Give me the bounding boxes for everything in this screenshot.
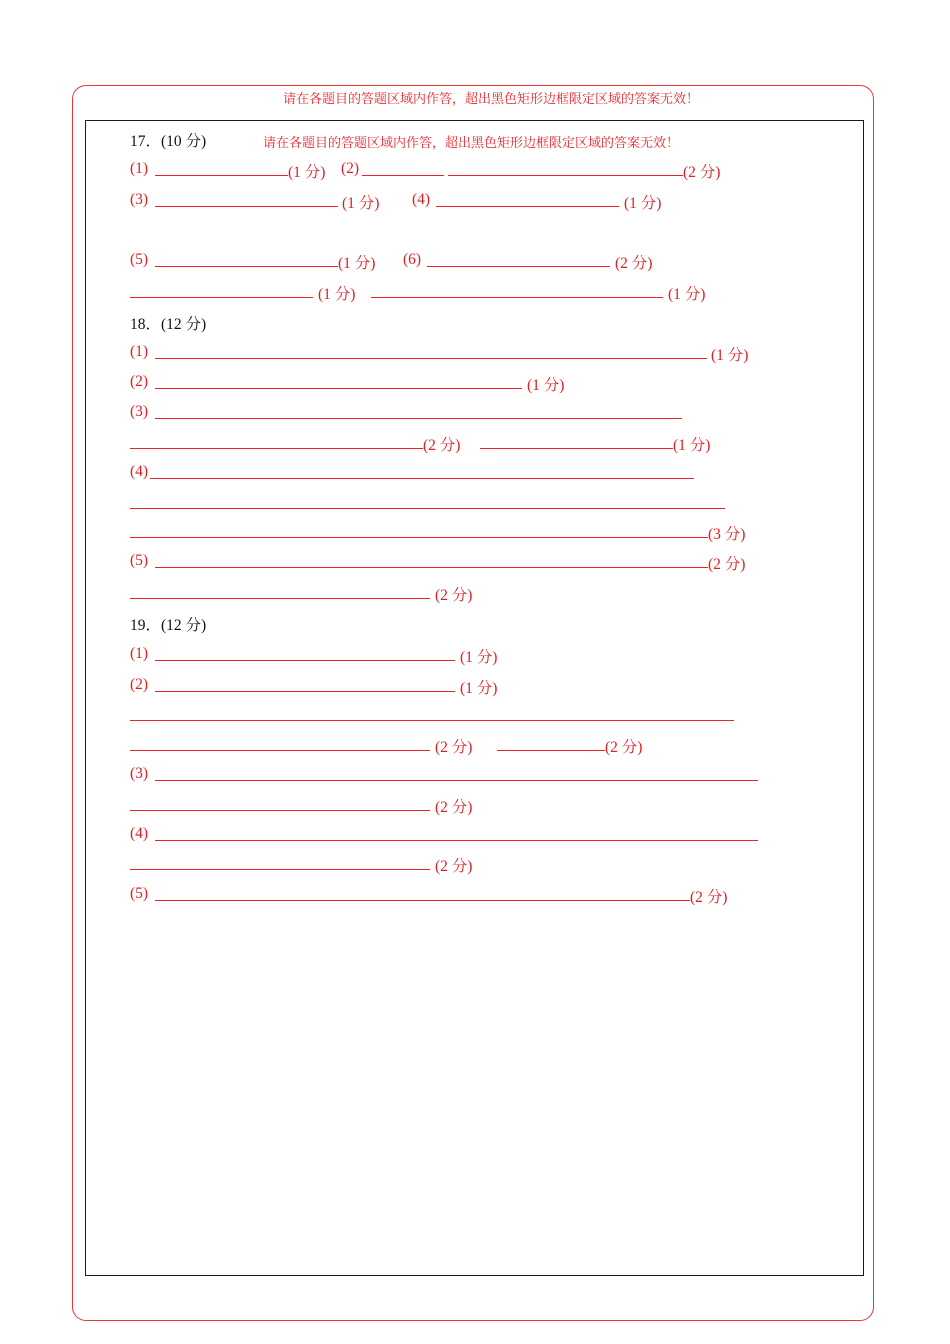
- answer-blank[interactable]: [362, 175, 444, 176]
- answer-blank[interactable]: [155, 418, 682, 419]
- q18-score-2: (1 分): [527, 377, 565, 394]
- q18-score-1: (1 分): [711, 347, 749, 364]
- answer-blank[interactable]: [155, 840, 758, 841]
- answer-blank[interactable]: [130, 810, 430, 811]
- q18-label-3: (3): [130, 403, 149, 420]
- answer-blank[interactable]: [448, 175, 683, 176]
- q19-score-1: (1 分): [460, 649, 498, 666]
- q19-score-5: (2 分): [690, 889, 728, 906]
- q18-label-5: (5): [130, 552, 149, 569]
- q17-title: 17．(10 分): [130, 133, 207, 150]
- q19-label-4: (4): [130, 825, 149, 842]
- answer-region-frame: [85, 120, 864, 1276]
- answer-blank[interactable]: [130, 750, 430, 751]
- q18-label-2: (2): [130, 373, 149, 390]
- answer-blank[interactable]: [155, 206, 338, 207]
- q18-score-3b: (1 分): [673, 437, 711, 454]
- q17-score-6: (2 分): [615, 255, 653, 272]
- answer-blank[interactable]: [155, 266, 338, 267]
- q17-label-6: (6): [403, 251, 422, 268]
- q17-score-5: (1 分): [338, 255, 376, 272]
- answer-blank[interactable]: [155, 388, 522, 389]
- answer-blank[interactable]: [155, 691, 455, 692]
- q17-label-1: (1): [130, 160, 149, 177]
- answer-blank[interactable]: [155, 175, 288, 176]
- answer-blank[interactable]: [436, 206, 619, 207]
- q19-label-3: (3): [130, 765, 149, 782]
- q17-score-4: (1 分): [624, 195, 662, 212]
- answer-blank[interactable]: [371, 297, 663, 298]
- answer-blank[interactable]: [130, 720, 734, 721]
- q17-score-3: (1 分): [342, 195, 380, 212]
- q18-title: 18．(12 分): [130, 316, 207, 333]
- q19-score-4: (2 分): [435, 858, 473, 875]
- inner-notice: 请在各题目的答题区域内作答，超出黑色矩形边框限定区域的答案无效！: [263, 135, 680, 150]
- q19-label-1: (1): [130, 645, 149, 662]
- q17-label-4: (4): [412, 191, 431, 208]
- q18-label-4: (4): [130, 463, 149, 480]
- q17-score-7: (1 分): [318, 286, 356, 303]
- answer-blank[interactable]: [497, 750, 605, 751]
- q19-score-2c: (2 分): [605, 739, 643, 756]
- answer-blank[interactable]: [155, 660, 455, 661]
- answer-blank[interactable]: [130, 448, 423, 449]
- answer-blank[interactable]: [427, 266, 610, 267]
- q19-score-2: (1 分): [460, 680, 498, 697]
- q19-score-3: (2 分): [435, 799, 473, 816]
- answer-blank[interactable]: [155, 900, 690, 901]
- q17-label-3: (3): [130, 191, 149, 208]
- q17-score-1: (1 分): [288, 164, 326, 181]
- answer-blank[interactable]: [130, 508, 725, 509]
- q18-label-1: (1): [130, 343, 149, 360]
- answer-blank[interactable]: [480, 448, 673, 449]
- q18-score-5a: (2 分): [708, 556, 746, 573]
- q19-label-2: (2): [130, 676, 149, 693]
- q17-label-5: (5): [130, 251, 149, 268]
- answer-blank[interactable]: [155, 780, 758, 781]
- header-notice: 请在各题目的答题区域内作答，超出黑色矩形边框限定区域的答案无效！: [283, 91, 700, 106]
- q17-score-2: (2 分): [683, 164, 721, 181]
- q17-label-2: (2): [341, 160, 360, 177]
- answer-blank[interactable]: [155, 567, 708, 568]
- q18-score-5b: (2 分): [435, 587, 473, 604]
- q19-title: 19．(12 分): [130, 617, 207, 634]
- answer-blank[interactable]: [130, 869, 430, 870]
- q18-score-3a: (2 分): [423, 437, 461, 454]
- answer-blank[interactable]: [150, 478, 694, 479]
- answer-blank[interactable]: [130, 297, 313, 298]
- answer-blank[interactable]: [130, 598, 430, 599]
- q18-score-4: (3 分): [708, 526, 746, 543]
- q19-label-5: (5): [130, 885, 149, 902]
- answer-blank[interactable]: [155, 358, 707, 359]
- q17-score-8: (1 分): [668, 286, 706, 303]
- q19-score-2b: (2 分): [435, 739, 473, 756]
- answer-blank[interactable]: [130, 537, 708, 538]
